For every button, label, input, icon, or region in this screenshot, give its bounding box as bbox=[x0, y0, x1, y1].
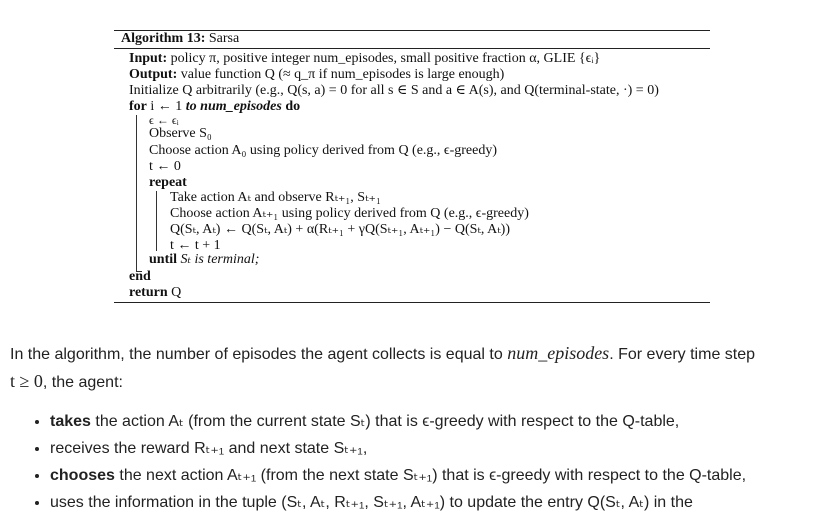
intro-text-1: In the algorithm, the number of episodes the agent collects is equal to bbox=[10, 346, 503, 363]
intro-paragraph bbox=[10, 340, 825, 396]
for-block-bar bbox=[136, 115, 137, 271]
algorithm-end-line bbox=[129, 269, 151, 285]
end-keyword: end bbox=[129, 269, 151, 284]
algorithm-repeat-line bbox=[149, 175, 187, 191]
intro-text-3: , the agent: bbox=[42, 374, 123, 391]
return-keyword: return bbox=[129, 285, 168, 300]
algorithm-t-init-line: t ← 0 bbox=[149, 159, 181, 174]
algorithm-choose-a0-line: Choose action A₀ using policy derived from Q (e.g., ϵ-greedy) bbox=[149, 143, 498, 158]
list-item bbox=[50, 435, 837, 462]
list-item bbox=[50, 408, 837, 435]
time-step-math: t ≥ 0 bbox=[10, 371, 43, 391]
num-episodes-math: num_episodes bbox=[507, 343, 610, 363]
algorithm-header-rule bbox=[114, 48, 710, 49]
return-value: Q bbox=[171, 285, 182, 300]
intro-text-2: . For every time step bbox=[609, 346, 756, 363]
repeat-keyword: repeat bbox=[149, 175, 187, 190]
for-range: i ← 1 bbox=[150, 99, 183, 114]
step-text: the action Aₜ (from the current state Sₜ) that is ϵ-greedy with respect to the Q-table, bbox=[90, 413, 680, 430]
for-keyword: for bbox=[129, 99, 147, 114]
algorithm-input-line bbox=[129, 51, 600, 67]
repeat-block-bar bbox=[156, 191, 157, 251]
algorithm-number: Algorithm 13: bbox=[121, 31, 206, 46]
algorithm-header bbox=[121, 31, 239, 47]
algorithm-observe-line: Observe S₀ bbox=[149, 126, 212, 141]
algorithm-bottom-rule bbox=[114, 302, 710, 303]
algorithm-take-action-line: Take action Aₜ and observe Rₜ₊₁, Sₜ₊₁ bbox=[170, 190, 381, 205]
step-text: uses the information in the tuple (Sₜ, Aₜ, Rₜ₊₁, Sₜ₊₁, Aₜ₊₁) to update the entry Q(Sₜ, Aₜ) in the bbox=[50, 494, 693, 511]
algorithm-until-line bbox=[149, 252, 259, 268]
until-keyword: until bbox=[149, 252, 178, 267]
output-text: value function Q (≈ q_π if num_episodes is large enough) bbox=[180, 67, 505, 82]
algorithm-choose-next-line: Choose action Aₜ₊₁ using policy derived from Q (e.g., ϵ-greedy) bbox=[170, 206, 529, 221]
algorithm-output-line bbox=[129, 67, 504, 83]
output-keyword: Output: bbox=[129, 67, 178, 82]
step-keyword: chooses bbox=[50, 467, 115, 484]
step-keyword: takes bbox=[50, 413, 91, 430]
algorithm-return-line bbox=[129, 285, 181, 301]
do-keyword: do bbox=[285, 99, 301, 114]
algorithm-title: Sarsa bbox=[208, 31, 240, 46]
algorithm-update-line: Q(Sₜ, Aₜ) ← Q(Sₜ, Aₜ) + α(Rₜ₊₁ + γQ(Sₜ₊₁, Aₜ₊₁) − Q(Sₜ, Aₜ)) bbox=[170, 222, 510, 237]
list-item bbox=[50, 462, 837, 489]
list-item bbox=[50, 489, 837, 516]
algorithm-init-line: Initialize Q arbitrarily (e.g., Q(s, a) = 0 for all s ∈ S and a ∈ A(s), and Q(terminal-state, ·) = 0) bbox=[129, 83, 659, 98]
algorithm-eps-line: ϵ ← ϵᵢ bbox=[149, 113, 179, 127]
to-keyword: to num_episodes bbox=[185, 99, 282, 114]
step-text: the next action Aₜ₊₁ (from the next state Sₜ₊₁) that is ϵ-greedy with respect to the Q-table, bbox=[114, 467, 747, 484]
agent-steps-list bbox=[10, 408, 837, 516]
algorithm-t-incr-line: t ← t + 1 bbox=[170, 238, 221, 253]
step-text: receives the reward Rₜ₊₁ and next state Sₜ₊₁, bbox=[50, 440, 368, 457]
input-text: policy π, positive integer num_episodes, small positive fraction α, GLIE {ϵᵢ} bbox=[170, 51, 601, 66]
until-condition: Sₜ is terminal; bbox=[180, 252, 260, 267]
input-keyword: Input: bbox=[129, 51, 168, 66]
